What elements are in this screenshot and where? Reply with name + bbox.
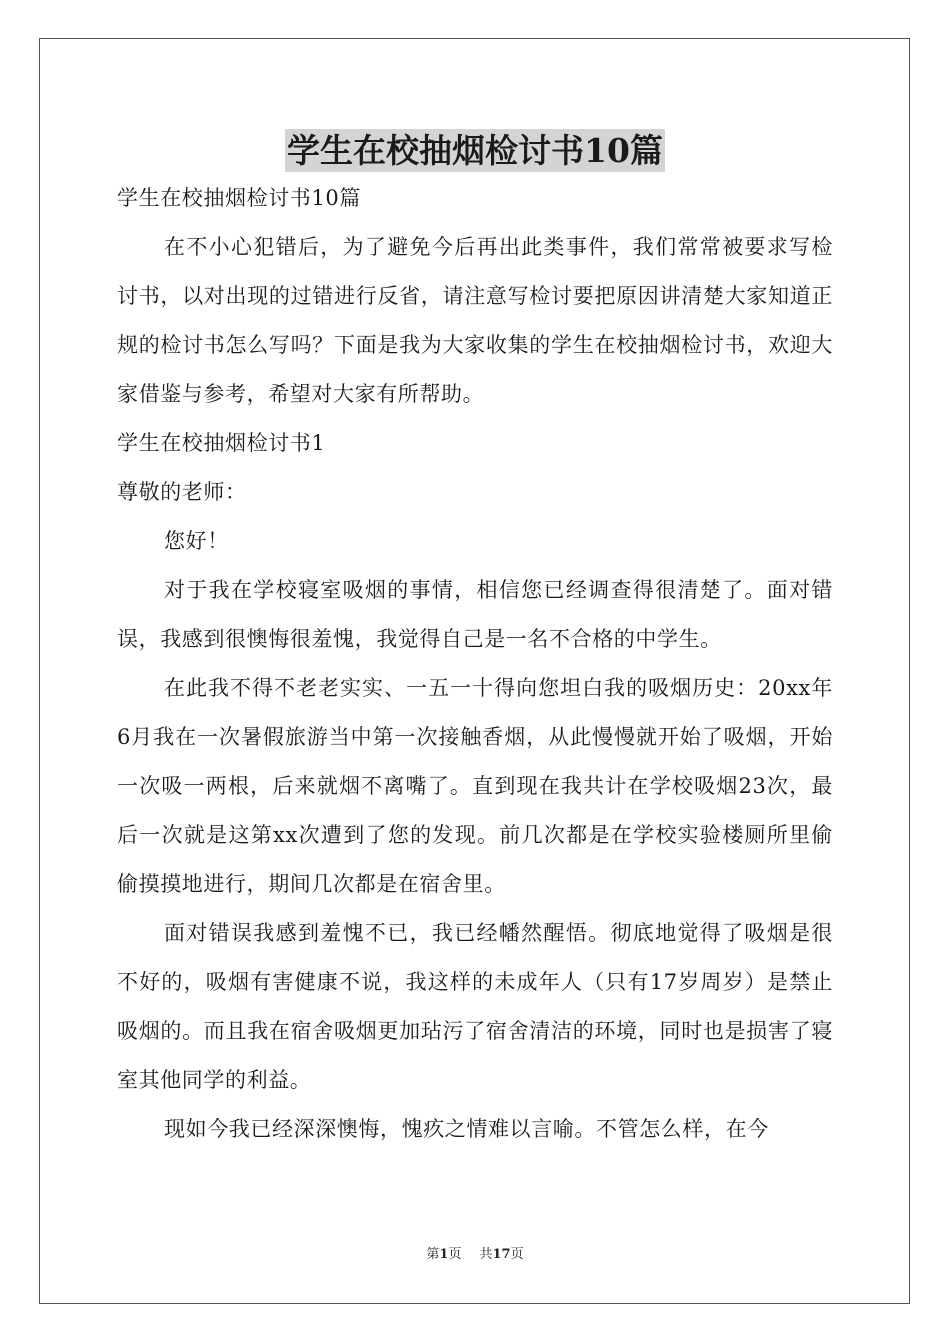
paragraph-intro: 在不小心犯错后，为了避免今后再出此类事件，我们常常被要求写检讨书，以对出现的过错进行反省，请注意写检讨要把原因讲清楚大家知道正规的检讨书怎么写吗？下面是我为大家收集的学生在校抽烟检讨书，欢迎大家借鉴与参考，希望对大家有所帮助。 <box>117 235 833 406</box>
document-title <box>0 126 950 176</box>
total-suffix: 页 <box>510 1247 524 1262</box>
greeting: 您好！ <box>164 529 229 553</box>
section-heading: 学生在校抽烟检讨书1 <box>117 431 326 455</box>
total-prefix: 共 <box>479 1247 493 1262</box>
document-title-text: 学生在校抽烟检讨书10篇 <box>287 131 663 170</box>
paragraph-subtitle: 学生在校抽烟检讨书10篇 <box>117 186 361 210</box>
page-suffix: 页 <box>448 1247 462 1262</box>
paragraph: 现如今我已经深深懊悔，愧疚之情难以言喻。不管怎么样，在今 <box>164 1117 769 1141</box>
paragraph: 对于我在学校寝室吸烟的事情，相信您已经调查得很清楚了。面对错误，我感到很懊悔很羞愧，我觉得自己是一名不合格的中学生。 <box>117 578 833 651</box>
page-prefix: 第 <box>426 1247 440 1262</box>
page-footer <box>0 1245 950 1265</box>
paragraph: 面对错误我感到羞愧不已，我已经幡然醒悟。彻底地觉得了吸烟是很不好的，吸烟有害健康不说，我这样的未成年人（只有17岁周岁）是禁止吸烟的。而且我在宿舍吸烟更加玷污了宿舍清洁的环境，同时也是损害了寝室其他同学的利益。 <box>117 921 833 1092</box>
paragraph: 在此我不得不老老实实、一五一十得向您坦白我的吸烟历史：20xx年6月我在一次暑假旅游当中第一次接触香烟，从此慢慢就开始了吸烟，开始一次吸一两根，后来就烟不离嘴了。直到现在我共计在学校吸烟23次，最后一次就是这第xx次遭到了您的发现。前几次都是在学校实验楼厕所里偷偷摸摸地进行，期间几次都是在宿舍里。 <box>117 676 833 896</box>
page-number: 1 <box>439 1247 449 1262</box>
document-body <box>117 174 833 1154</box>
total-pages: 17 <box>492 1247 511 1262</box>
salutation: 尊敬的老师： <box>117 480 247 504</box>
